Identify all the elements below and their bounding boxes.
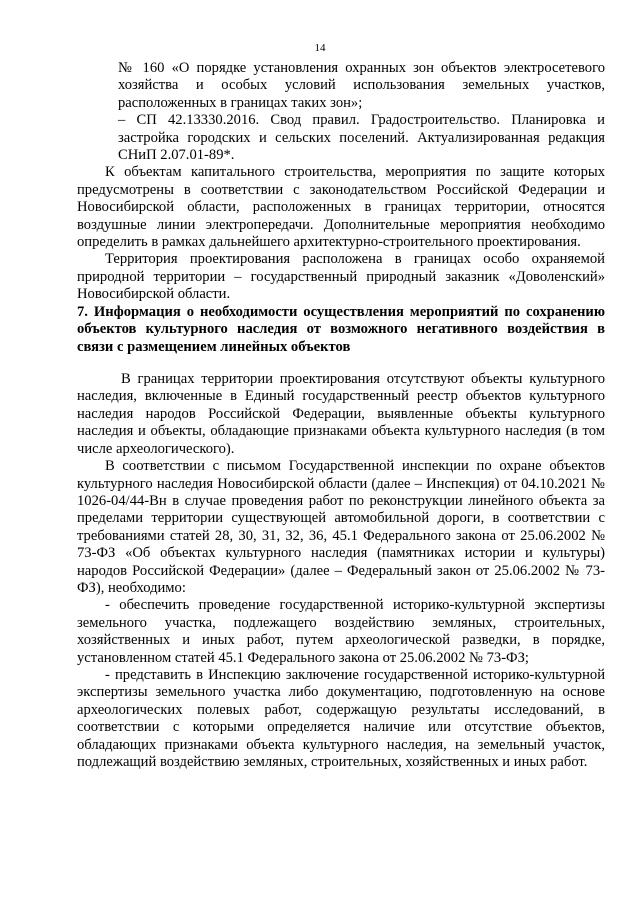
section-heading: 7. Информация о необходимости осуществления мероприятий по сохранению объектов культурного наследия от возможного негативного воздействия в связи с размещением линейных объектов — [77, 303, 605, 356]
paragraph: В соответствии с письмом Государственной инспекции по охране объектов культурного наследия Новосибирской области (далее – Инспекция) от 04.10.2021 № 1026-04/44-Вн в случае проведения работ по реконструкции линейного объекта за пределами территории существующей автомобильной дороги, в соответствии с требованиями статей 28, 30, 31, 32, 36, 45.1 Федерального закона от 25.06.2002 № 73-ФЗ «Об объектах культурного наследия (памятниках истории и культуры) народов Российской Федерации» (далее – Федеральный закон от 25.06.2002 № 73-ФЗ), необходимо: — [77, 458, 605, 596]
list-item: № 160 «О порядке установления охранных зон объектов электросетевого хозяйства и особых условий использования земельных участков, расположенных в границах таких зон»; — [118, 60, 605, 111]
page-number: 14 — [314, 42, 326, 54]
list-item: - обеспечить проведение государственной историко-культурной экспертизы земельного участка, подлежащего воздействию земляных, строительных, хозяйственных и иных работ, путем археологической разведки, в порядке, установленном статей 45.1 Федерального закона от 25.06.2002 № 73-ФЗ; — [77, 597, 605, 666]
paragraph: В границах территории проектирования отсутствуют объекты культурного наследия, включенные в Единый государственный реестр объектов культурного наследия народов Российской Федерации, выявленные объекты культурного наследия и объекты, обладающие признаками объекта культурного наследия (в том числе археологического). — [77, 371, 605, 457]
document-body — [77, 60, 605, 771]
paragraph: К объектам капитального строительства, мероприятия по защите которых предусмотрены в соответствии с законодательством Российской Федерации и Новосибирской области, расположенных в границах территории, относятся воздушные линии электропередачи. Дополнительные мероприятия необходимо определить в рамках дальнейшего архитектурно-строительного проектирования. — [77, 164, 605, 251]
list-item: – СП 42.13330.2016. Свод правил. Градостроительство. Планировка и застройка городских и сельских поселений. Актуализированная редакция СНиП 2.07.01-89*. — [118, 112, 605, 164]
list-item: - представить в Инспекцию заключение государственной историко-культурной экспертизы земельного участка либо документацию, подготовленную на основе археологических полевых работ, содержащую результаты исследований, в соответствии с которыми определяется наличие или отсутствие объектов, обладающих признаками объекта культурного наследия, на земельный участок, подлежащий воздействию земляных, строительных, хозяйственных и иных работ. — [77, 666, 605, 771]
paragraph: Территория проектирования расположена в границах особо охраняемой природной территории – государственный природный заказник «Доволенский» Новосибирской области. — [77, 251, 605, 303]
